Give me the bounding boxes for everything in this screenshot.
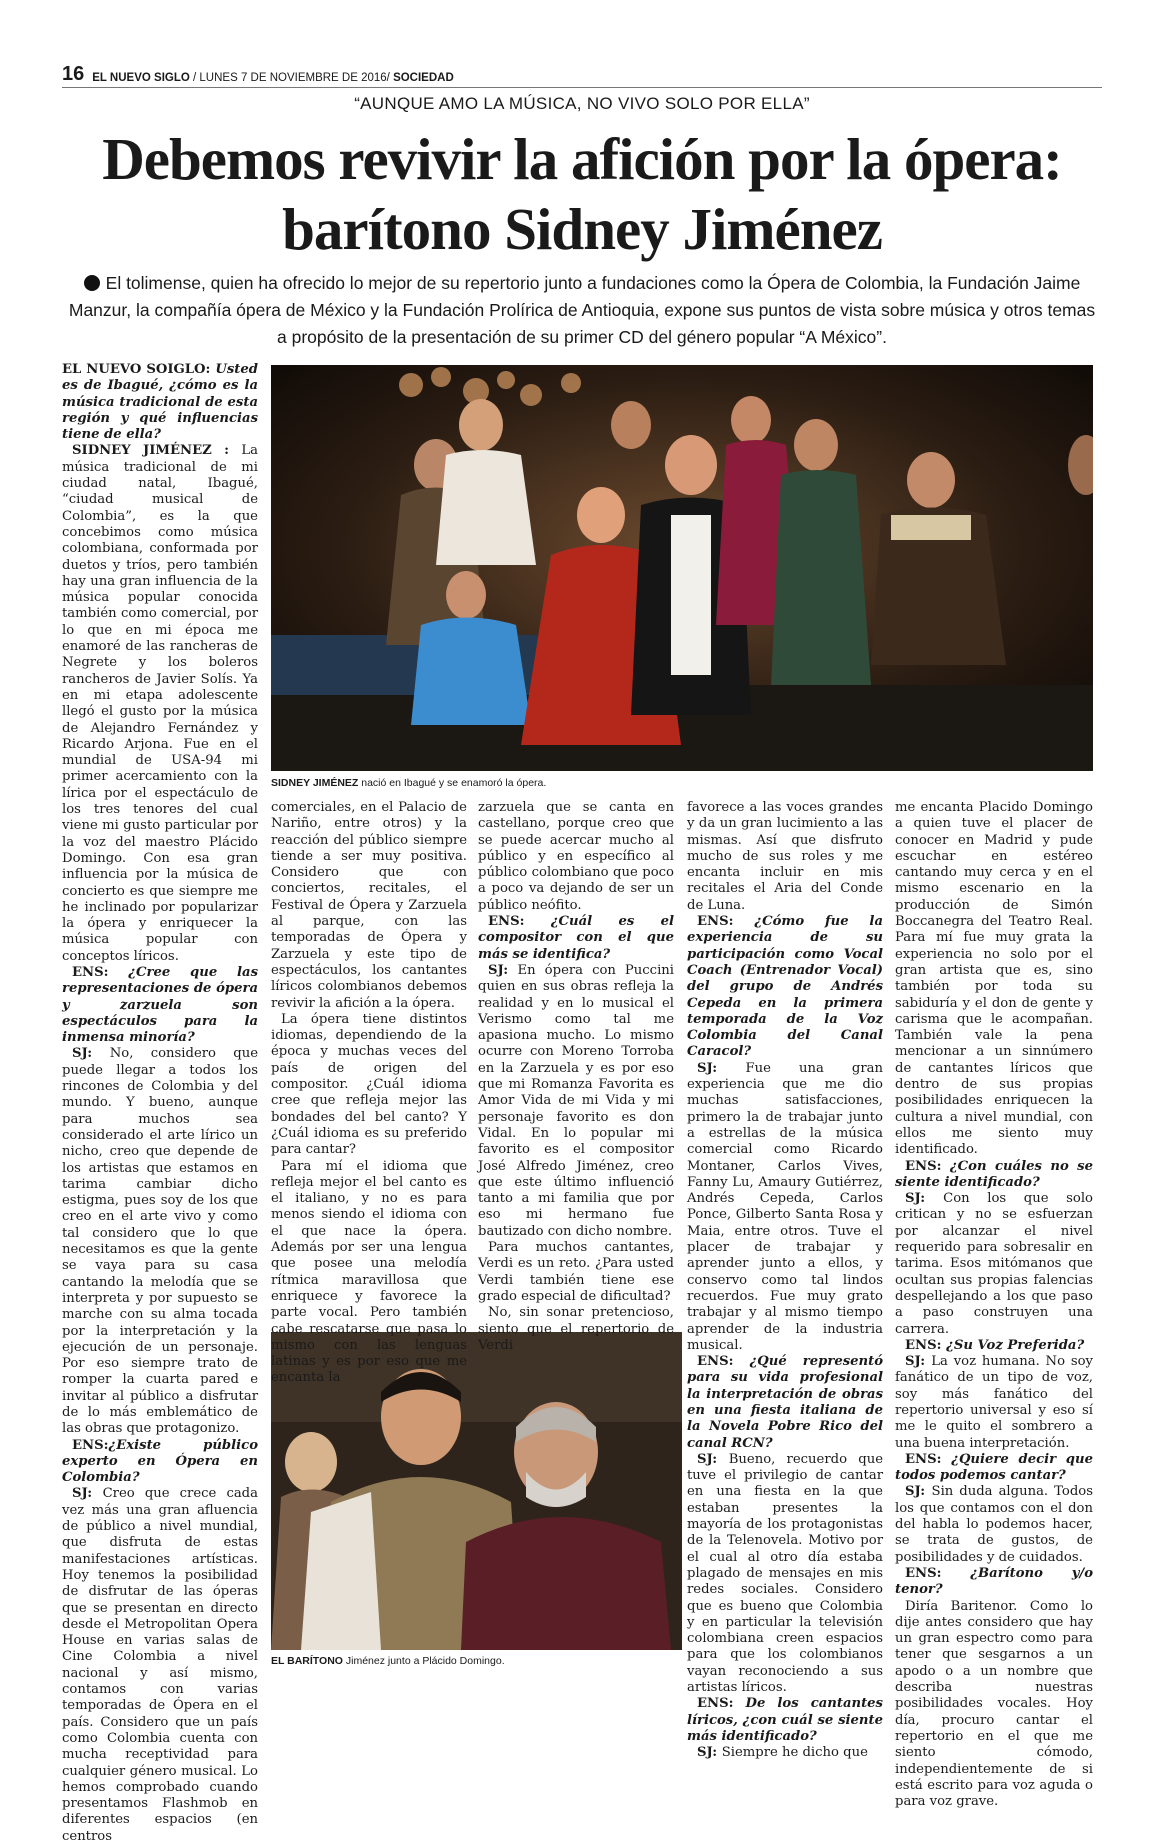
answer: Bueno, recuerdo que tuve el privilegio de cantar en una fiesta en la que estaban presentes la mayoría de los protagonistas de la Telenovela. Motivo por el cual al otro día estaba plagado de mensajes en mis redes sociales. Considero que es bueno que Colombia y en particular la televisión colombiana creen espacios para que los colombianos vayan reconociendo a sus artistas líricos. xyxy=(687,1451,883,1696)
answer-lead: SJ: xyxy=(488,962,518,978)
question-lead: ENS: xyxy=(905,1451,952,1467)
headline-line-1: Debemos revivir la afición por la ópera: xyxy=(102,126,1062,192)
issue-date: / LUNES 7 DE NOVIEMBRE DE 2016/ xyxy=(189,72,394,84)
question-lead: ENS: xyxy=(488,914,551,930)
opera-stage-illustration xyxy=(271,365,1093,771)
question-lead: ENS: xyxy=(697,1696,746,1712)
question-lead: ENS: xyxy=(697,1354,750,1370)
newspaper-name: EL NUEVO SIGLO xyxy=(92,72,190,84)
answer: La voz humana. No soy fanático de un tipo de voz, soy más fanático del repertorio universal y eso sí me le quito el sombrero a una buena interpretación. xyxy=(895,1354,1093,1451)
caption-lead: SIDNEY JIMÉNEZ xyxy=(271,777,359,789)
paragraph: Para mí el idioma que refleja mejor el bel canto es el italiano, y no es para menos siendo el idioma con el que nace la ópera. Además por ser una lengua que posee una melodía rítmica maravillosa que enriquece y favorece la parte vocal. Pero también cabe rescatarse que pasa lo mismo con las lenguas latinas y es por eso que me encanta la xyxy=(271,1158,467,1386)
question: ¿Existe público experto en Ópera en Colombia? xyxy=(62,1437,258,1486)
question: ¿Cuál es el compositor con el que más se identifica? xyxy=(478,914,675,962)
question: De los cantantes líricos, ¿con cuál se siente más identificado? xyxy=(687,1696,883,1744)
paragraph: No, sin sonar pretencioso, siento que el repertorio de Verdi xyxy=(478,1305,674,1353)
page-header xyxy=(62,62,1102,88)
question: ¿Con cuáles no se siente identificado? xyxy=(895,1158,1093,1190)
question-lead: ENS: xyxy=(905,1337,947,1353)
article-column-5 xyxy=(895,800,1093,1810)
headline-line-2: barítono Sidney Jiménez xyxy=(282,196,882,262)
dek-text: El tolimense, quien ha ofrecido lo mejor de su repertorio junto a fundaciones como la Ópera de Colombia, la Fundación Jaime Manzur, la compañía ópera de México y la Fundación Prolírica de Antioquia, expone sus puntos de vista sobre música y otros temas a propósito de la presentación de su primer CD del género popular “A México”. xyxy=(68,273,1096,347)
question-lead: EL NUEVO SOIGLO: xyxy=(62,362,216,377)
answer: Sin duda alguna. Todos los que contamos con el don del habla lo podemos hacer, se trata de gustos, de posibilidades y de cuidados. xyxy=(895,1484,1094,1565)
answer: En ópera con Puccini quien en sus obras refleja la realidad y en lo musical el Verismo como tal me apasiona mucho. Lo mismo ocurre con Moreno Torroba en la Zarzuela y es por eso que mi Romanza Favorita es Amor Vida de mi Vida y mi personaje favorito es don Vidal. En lo popular mi favorito es el compositor José Alfredo Jiménez, creo que este último influenció tanto a mi familia que por eso mi hermano fue bautizado con dicho nombre. xyxy=(478,962,674,1239)
answer-lead: SJ: xyxy=(697,1451,729,1467)
photo-caption-2 xyxy=(271,1655,682,1667)
bullet-icon xyxy=(84,275,100,291)
question: ¿Qué representó para su vida profesional la interpretación de obras en una fiesta italiana de la Novela Pobre Rico del canal RCN? xyxy=(687,1354,883,1451)
paragraph: favorece a las voces grandes y da un gran lucimiento a las mismas. Así que disfruto mucho de sus roles y me encanta incluir en mis recitales el Aria del Conde de Luna. xyxy=(687,800,883,913)
answer: Creo que crece cada vez más una gran afluencia de público a nivel mundial, que disfruta de estas manifestaciones artísticas. Hoy tenemos la posibilidad de disfrutar de las óperas que se presentan en directo desde el Metropolitan Opera House en varias salas de Cine Colombia a nivel nacional y así mismo, contamos con varias temporadas de Ópera en el país. Considero que un país como Colombia cuenta con mucha receptividad para cualquier género musical. Lo hemos comprobado cuando presentamos Flashmob en diferentes espacios (en centros xyxy=(62,1486,258,1844)
answer: Siempre he dicho que xyxy=(721,1745,868,1761)
answer-lead: SJ: xyxy=(905,1354,932,1370)
article-column-4 xyxy=(687,800,883,1762)
question: ¿Cómo fue la experiencia de su participación como Vocal Coach (Entrenador Vocal) del grupo de Andrés Cepeda en la primera temporada de la Voz Colombia del Canal Caracol? xyxy=(687,914,883,1060)
paragraph: La ópera tiene distintos idiomas, dependiendo de la época y muchas veces del país de origen del compositor. ¿Cuál idioma cree que refleja mejor las bondades del bel canto? Y ¿Cuál idioma es su preferido para cantar? xyxy=(271,1011,467,1158)
caption-text: Jiménez junto a Plácido Domingo. xyxy=(342,1655,505,1667)
question-lead: ENS: xyxy=(905,1565,971,1581)
caption-lead: EL BARÍTONO xyxy=(271,1655,343,1667)
page-number: 16 xyxy=(62,63,85,85)
question: ¿Cree que las representaciones de ópera y zarzuela son espectáculos para la inmensa minoría? xyxy=(62,964,259,1046)
answer: La música tradicional de mi ciudad natal, Ibagué, “ciudad musical de Colombia”, es la que concebimos como música colombiana, conformada por duetos y tríos, pero también hay una gran influencia de la música popular conocida también como comercial, por lo que en mi época me enamoré de las rancheras de Negrete y los boleros rancheros de Javier Solís. Ya en mi etapa adolescente llegó el gusto por la música de Alejandro Fernández y Ricardo Arjona. Fue en el mundial de USA-94 mi primer acercamiento con la lírica por el espectáculo de los tres tenores del cual viene mi gusto particular por la voz del maestro Plácido Domingo. Con esa gran influencia por la música de concierto es que siempre me he inclinado por popularizar la ópera y enriquecer la música popular con conceptos líricos. xyxy=(62,443,258,964)
paragraph: me encanta Placido Domingo a quien tuve el placer de conocer en Madrid y pude escuchar en estéreo cantando muy cerca y en el mismo escenario en la producción de Simón Boccanegra del Teatro Real. Para mí fue muy grata la experiencia no solo por el gran artista que es, sino también por toda su sabiduría y el don de gente y carisma que le acompañan. También vale la pena mencionar a un sinnúmero de cantantes líricos que dentro de sus propias posibilidades enriquecen la cultura a nivel mundial, con ellos me siento muy identificado. xyxy=(895,800,1093,1158)
question: ¿Su Voz Preferida? xyxy=(946,1337,1085,1353)
kicker: “AUNQUE AMO LA MÚSICA, NO VIVO SOLO POR ELLA” xyxy=(354,94,810,113)
answer: Fue una gran experiencia que me dio muchas satisfacciones, primero la de trabajar junto a estrellas de la música comercial como Ricardo Montaner, Carlos Vives, Fanny Lu, Amaury Gutiérrez, Andrés Cepeda, Carlos Ponce, Gilberto Santa Rosa y Maia, entre otros. Tuve el placer de trabajar y aprender junto a ellos, y conservo como tal lindos recuerdos. Fue muy grato trabajar y al mismo tiempo aprender de la industria musical. xyxy=(687,1060,883,1353)
answer-lead: SJ: xyxy=(697,1745,722,1761)
photo-caption-1 xyxy=(271,777,1093,789)
answer-lead: SJ: xyxy=(72,1486,103,1502)
question-lead: ENS: xyxy=(697,914,755,930)
answer-lead: SIDNEY JIMÉNEZ : xyxy=(72,443,242,459)
paragraph: zarzuela que se canta en castellano, porque creo que se puede acercar mucho al público y en específico al público colombiano que poco a poco va dejando de ser un público neófito. xyxy=(478,800,674,913)
headline xyxy=(62,124,1102,264)
question-lead: ENS: xyxy=(905,1158,950,1174)
answer-lead: SJ: xyxy=(905,1191,944,1207)
question-lead: ENS: xyxy=(72,964,129,980)
answer-lead: SJ: xyxy=(697,1060,746,1076)
article-column-2 xyxy=(271,800,467,1387)
caption-text: nació en Ibagué y se enamoró la ópera. xyxy=(358,777,547,789)
answer-lead: SJ: xyxy=(905,1484,932,1500)
paragraph: Para muchos cantantes, Verdi es un reto. ¿Para usted Verdi también tiene ese grado especial de dificultad? xyxy=(478,1240,674,1304)
question: ¿Quiere decir que todos podemos cantar? xyxy=(895,1451,1093,1484)
answer: No, considero que puede llegar a todos los rincones de Colombia y del mundo. Y bueno, aunque para muchos sea considerado el arte lírico un nicho, creo que depende de los artistas que estamos en tarima cambiar dicho estigma, pues soy de los que creo en el arte vivo y como tal considero que lo que necesitamos es que la gente se vaya para su casa cantando la melodía que se interpreta y por supuesto se marche con su alma tocada por la interpretación y la ejecución de un personaje. Por eso siempre trato de romper la cuarta pared e invitar al público a disfrutar de lo más emblemático de las obras que protagonizo. xyxy=(62,1046,258,1437)
opera-stage-photo xyxy=(271,365,1093,771)
answer-lead: SJ: xyxy=(72,1046,110,1062)
question-lead: ENS: xyxy=(72,1437,109,1453)
question: Usted es de Ibagué, ¿cómo es la música tradicional de esta región y qué influencias tiene de ella? xyxy=(62,362,258,443)
article-column-1 xyxy=(62,362,258,1845)
question: ¿Barítono y/o tenor? xyxy=(895,1565,1094,1598)
article-column-3 xyxy=(478,800,674,1354)
section-name: SOCIEDAD xyxy=(393,72,454,84)
dek xyxy=(62,270,1102,351)
answer: Diría Baritenor. Como lo dije antes considero que hay un gran espectro como para tener que sesgarnos a un apodo o a un nombre que describa nuestras posibilidades vocales. Hoy día, procuro cantar el repertorio en el que me siento cómodo, independientemente de si está escrito para voz aguda o para voz grave. xyxy=(895,1598,1093,1810)
answer: Con los que solo critican y no se esfuerzan por alcanzar el nivel requerido para sobresalir en tarima. Esos mitómanos que ocultan sus propias falencias despellejando a los que paso a paso construyen una carrera. xyxy=(895,1191,1093,1337)
paragraph: comerciales, en el Palacio de Nariño, entre otros) y la reacción del público siempre tiende a ser muy positiva. Considero que con conciertos, recitales, el Festival de Ópera y Zarzuela al parque, con las temporadas de Ópera y Zarzuela y este tipo de espectáculos, los cantantes líricos colombianos debemos revivir la afición a la ópera. xyxy=(271,800,467,1011)
